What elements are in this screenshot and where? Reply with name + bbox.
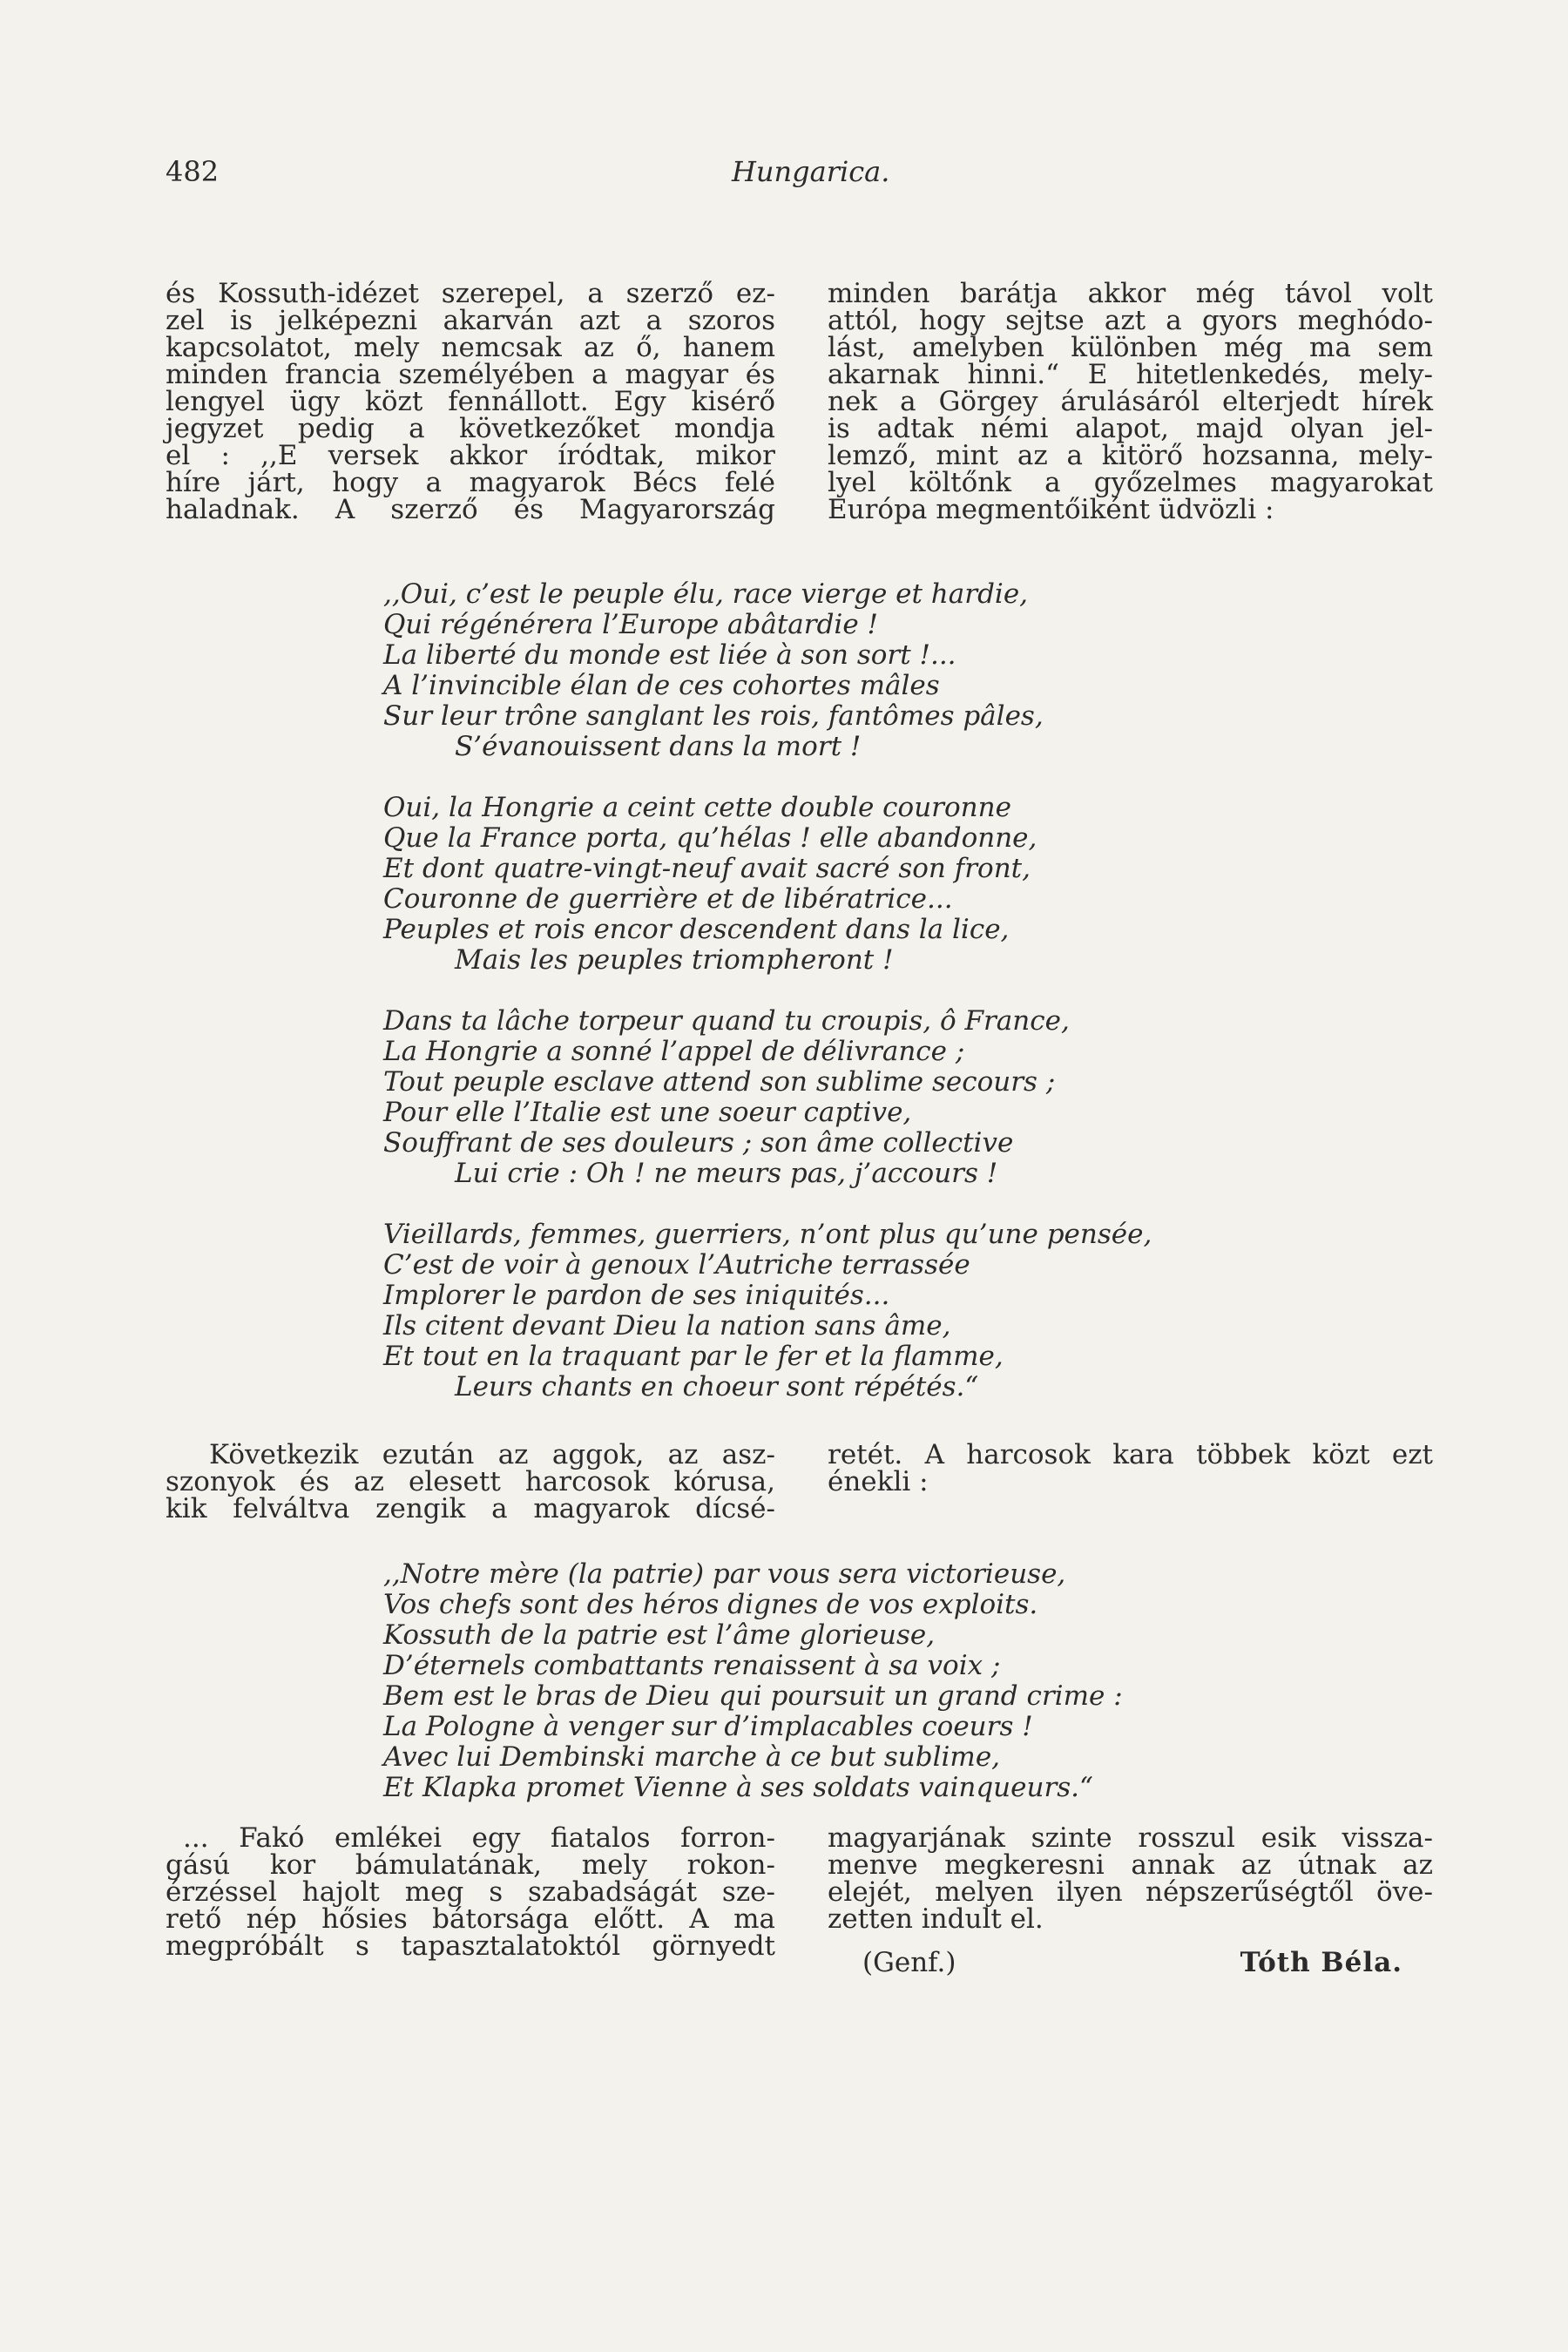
page-header bbox=[166, 155, 1402, 195]
text-line: zel is jelképezni akarván azt a szoros bbox=[166, 305, 775, 336]
text-line: minden barátja akkor még távol volt bbox=[828, 278, 1433, 309]
section2-right-column bbox=[828, 1439, 1433, 1497]
poem-line: La Pologne à venger sur d’implacables coeurs ! bbox=[383, 1711, 1033, 1742]
text-line: gású kor bámulatának, mely rokon- bbox=[166, 1849, 775, 1881]
section2-left-column bbox=[166, 1439, 775, 1524]
poem-line: Ils citent devant Dieu la nation sans âme, bbox=[383, 1310, 951, 1342]
text-line: és Kossuth-idézet szerepel, a szerző ez- bbox=[166, 278, 775, 309]
text-line: híre járt, hogy a magyarok Bécs felé bbox=[166, 467, 775, 498]
poem-line: Tout peuple esclave attend son sublime secours ; bbox=[383, 1066, 1056, 1098]
text-line: jegyzet pedig a következőket mondja bbox=[166, 413, 775, 444]
poem-line: S’évanouissent dans la mort ! bbox=[455, 731, 862, 762]
text-line: Következik ezután az aggok, az asz- bbox=[209, 1439, 775, 1470]
text-line: lyel költőnk a győzelmes magyarokat bbox=[828, 467, 1433, 498]
page-number: 482 bbox=[166, 155, 220, 188]
section3-left-column bbox=[166, 1822, 775, 1962]
poem-line: Avec lui Dembinski marche à ce but sublime, bbox=[383, 1741, 1001, 1773]
text-line: érzéssel hajolt meg s szabadságát sze- bbox=[166, 1876, 775, 1908]
text-line: kapcsolatot, mely nemcsak az ő, hanem bbox=[166, 332, 775, 363]
signature-place: (Genf.) bbox=[862, 1947, 956, 1978]
poem-line: Que la France porta, qu’hélas ! elle abandonne, bbox=[383, 822, 1037, 854]
poem-line: Dans ta lâche torpeur quand tu croupis, ô France, bbox=[383, 1005, 1070, 1037]
poem-line: La Hongrie a sonné l’appel de délivrance ; bbox=[383, 1036, 965, 1067]
poem-line: A l’invincible élan de ces cohortes mâles bbox=[383, 670, 940, 701]
text-line: el : ,,E versek akkor íródtak, mikor bbox=[166, 440, 775, 471]
text-line: Európa megmentőiként üdvözli : bbox=[828, 494, 1274, 525]
poem-line: Kossuth de la patrie est l’âme glorieuse, bbox=[383, 1619, 936, 1651]
poem-line: D’éternels combattants renaissent à sa voix ; bbox=[383, 1650, 1001, 1681]
poem-line: ,,Notre mère (la patrie) par vous sera victorieuse, bbox=[383, 1558, 1066, 1590]
text-line: szonyok és az elesett harcosok kórusa, bbox=[166, 1466, 775, 1497]
text-line: lengyel ügy közt fennállott. Egy kisérő bbox=[166, 386, 775, 417]
text-line: magyarjának szinte rosszul esik vissza- bbox=[828, 1822, 1433, 1854]
poem-stanza bbox=[383, 793, 1152, 976]
text-line: lást, amelyben különben még ma sem bbox=[828, 332, 1433, 363]
text-line: is adtak némi alapot, majd olyan jel- bbox=[828, 413, 1433, 444]
poem-line: Bem est le bras de Dieu qui poursuit un grand crime : bbox=[383, 1680, 1123, 1712]
poem-stanza bbox=[383, 1220, 1152, 1402]
text-line: megpróbált s tapasztalatoktól görnyedt bbox=[166, 1930, 775, 1962]
text-line: zetten indult el. bbox=[828, 1903, 1044, 1935]
poem-line: Vieillards, femmes, guerriers, n’ont plus qu’une pensée, bbox=[383, 1219, 1152, 1250]
poem-line: Lui crie : Oh ! ne meurs pas, j’accours ! bbox=[455, 1158, 998, 1189]
text-line: attól, hogy sejtse azt a gyors meghódo- bbox=[828, 305, 1433, 336]
poem-line: Leurs chants en choeur sont répétés.“ bbox=[455, 1371, 979, 1402]
section1-right-column bbox=[828, 280, 1433, 524]
poem-line: Implorer le pardon de ses iniquités... bbox=[383, 1280, 890, 1311]
section3-right-column bbox=[828, 1822, 1433, 1935]
signature-author: Tóth Béla. bbox=[1240, 1947, 1402, 1978]
poem-block-1 bbox=[383, 579, 1152, 1402]
poem-line: Couronne de guerrière et de libératrice... bbox=[383, 883, 953, 915]
text-line: retét. A harcosok kara többek közt ezt bbox=[828, 1439, 1433, 1470]
poem-stanza bbox=[383, 579, 1152, 762]
poem-stanza bbox=[383, 1006, 1152, 1189]
poem-line: Souffrant de ses douleurs ; son âme collective bbox=[383, 1127, 1014, 1159]
poem-line: Mais les peuples triompheront ! bbox=[455, 944, 894, 976]
poem-line: Pour elle l’Italie est une soeur captive, bbox=[383, 1097, 912, 1128]
poem-line: Peuples et rois encor descendent dans la lice, bbox=[383, 914, 1010, 945]
poem-line: Et Klapka promet Vienne à ses soldats vainqueurs.“ bbox=[383, 1772, 1093, 1803]
text-line: haladnak. A szerző és Magyarország bbox=[166, 494, 775, 525]
text-line: minden francia személyében a magyar és bbox=[166, 359, 775, 390]
section1-left-column bbox=[166, 280, 775, 524]
text-line: akarnak hinni.“ E hitetlenkedés, mely- bbox=[828, 359, 1433, 390]
text-line: elejét, melyen ilyen népszerűségtől öve- bbox=[828, 1876, 1433, 1908]
poem-line: Qui régénérera l’Europe abâtardie ! bbox=[383, 609, 879, 640]
poem-line: ,,Oui, c’est le peuple élu, race vierge et hardie, bbox=[383, 578, 1029, 610]
poem-line: Oui, la Hongrie a ceint cette double couronne bbox=[383, 792, 1011, 823]
text-line: menve megkeresni annak az útnak az bbox=[828, 1849, 1433, 1881]
poem-line: C’est de voir à genoux l’Autriche terrassée bbox=[383, 1249, 970, 1281]
text-line: nek a Görgey árulásáról elterjedt hírek bbox=[828, 386, 1433, 417]
poem-line: Et tout en la traquant par le fer et la flamme, bbox=[383, 1341, 1004, 1372]
poem-line: Et dont quatre-vingt-neuf avait sacré son front, bbox=[383, 853, 1031, 884]
poem-line: La liberté du monde est liée à son sort !... bbox=[383, 639, 956, 671]
poem-line: Sur leur trône sanglant les rois, fantômes pâles, bbox=[383, 700, 1044, 732]
text-line: kik felváltva zengik a magyarok dícsé- bbox=[166, 1493, 775, 1524]
text-line: ... Fakó emlékei egy fiatalos forron- bbox=[183, 1822, 775, 1854]
poem-block-2 bbox=[383, 1559, 1123, 1803]
poem-line: Vos chefs sont des héros dignes de vos exploits. bbox=[383, 1589, 1038, 1620]
text-line: lemző, mint az a kitörő hozsanna, mely- bbox=[828, 440, 1433, 471]
text-line: énekli : bbox=[828, 1466, 929, 1497]
text-line: rető nép hősies bátorsága előtt. A ma bbox=[166, 1903, 775, 1935]
running-title: Hungarica. bbox=[732, 155, 890, 188]
